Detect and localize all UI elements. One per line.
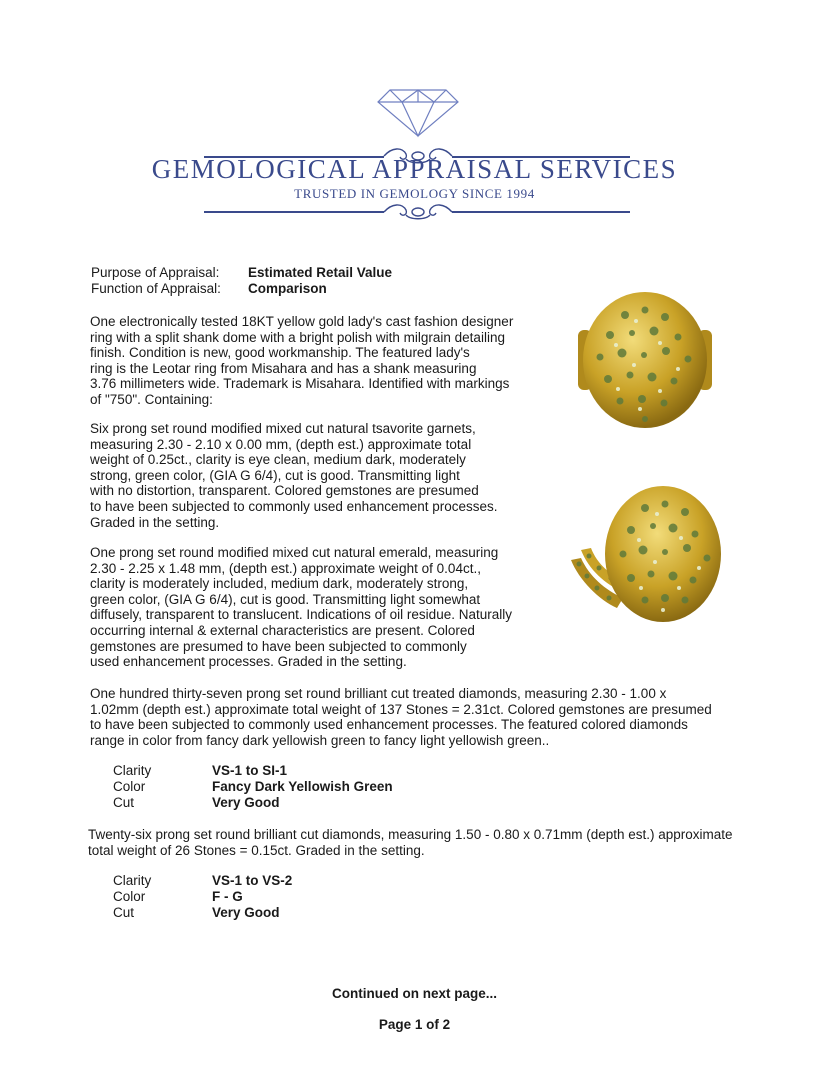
colored-diamonds-description: One hundred thirty-seven prong set round brilliant cut treated diamonds, measuring 2.30 - 1.00 x 1.02mm (depth est.) approximate total weight of 137 Stones = 2.31ct. Colored gemstones are presumed to have been subjected to commonly used enhancement processes. The featured colored diamonds range in color from fancy dark yellowish green to fancy light yellowish green.. — [90, 686, 712, 748]
meta-value: Comparison — [248, 281, 327, 296]
grade-row-color — [113, 779, 393, 795]
grade-label: Color — [113, 889, 146, 904]
flourish-ornament-icon — [380, 201, 456, 223]
diamond-logo-icon — [376, 88, 460, 138]
grade-label: Cut — [113, 795, 135, 810]
grade-label: Color — [113, 779, 146, 794]
company-name: GEMOLOGICAL APPRAISAL SERVICES — [151, 154, 678, 184]
header-rule-bottom-right — [452, 211, 630, 213]
grade-label: Clarity — [113, 763, 152, 778]
grade-row-clarity — [113, 873, 292, 889]
grade-label: Clarity — [113, 873, 152, 888]
grade-row-color — [113, 889, 292, 905]
grade-value: VS-1 to SI-1 — [212, 763, 288, 778]
meta-value: Estimated Retail Value — [248, 265, 393, 280]
ring-description: One electronically tested 18KT yellow gold lady's cast fashion designer ring with a split shank dome with a bright polish with milgrain detailing finish. Condition is new, good workmanship. The featured lady's ring is the Leotar ring from Misahara and has a shank measuring 3.76 millimeters wide. Trademark is Misahara. Identified with markings of "750". Containing: — [90, 314, 514, 407]
ring-top-view-image — [570, 285, 720, 435]
grade-value: Fancy Dark Yellowish Green — [212, 779, 393, 794]
grade-row-clarity — [113, 763, 393, 779]
ring-side-view-image — [565, 480, 725, 630]
continued-notice: Continued on next page... — [332, 986, 497, 1001]
grade-value: F - G — [212, 889, 243, 904]
grading-colored-diamonds — [113, 763, 393, 811]
grade-row-cut — [113, 905, 292, 921]
grade-value: Very Good — [212, 905, 280, 920]
emerald-description: One prong set round modified mixed cut natural emerald, measuring 2.30 - 2.25 x 1.48 mm, (depth est.) approximate weight of 0.04ct., clarity is moderately included, medium dark, moderately strong, green color, (GIA G 6/4), cut is good. Transmitting light somewhat diffusely, transparent to translucent. Indications of oil residue. Naturally occurring internal & external characteristics are present. Colored gemstones are presumed to have been subjected to commonly used enhancement processes. Graded in the setting. — [90, 545, 512, 670]
meta-label: Function of Appraisal: — [91, 281, 221, 296]
garnets-description: Six prong set round modified mixed cut natural tsavorite garnets, measuring 2.30 - 2.10 x 0.00 mm, (depth est.) approximate total weight of 0.25ct., clarity is eye clean, medium dark, moderately strong, green color, (GIA G 6/4), cut is good. Transmitting light with no distortion, transparent. Colored gemstones are presumed to have been subjected to commonly used enhancement processes. Graded in the setting. — [90, 421, 498, 530]
grade-value: Very Good — [212, 795, 280, 810]
header-rule-bottom — [204, 211, 384, 213]
grading-white-diamonds — [113, 873, 292, 921]
grade-value: VS-1 to VS-2 — [212, 873, 293, 888]
grade-label: Cut — [113, 905, 135, 920]
meta-row-function — [91, 281, 392, 297]
company-tagline: TRUSTED IN GEMOLOGY SINCE 1994 — [294, 186, 535, 201]
appraisal-meta — [91, 265, 392, 297]
meta-label: Purpose of Appraisal: — [91, 265, 220, 280]
meta-row-purpose — [91, 265, 392, 281]
white-diamonds-description: Twenty-six prong set round brilliant cut diamonds, measuring 1.50 - 0.80 x 0.71mm (depth est.) approximate total weight of 26 Stones = 0.15ct. Graded in the setting. — [88, 827, 733, 858]
grade-row-cut — [113, 795, 393, 811]
page-number: Page 1 of 2 — [378, 1017, 451, 1032]
